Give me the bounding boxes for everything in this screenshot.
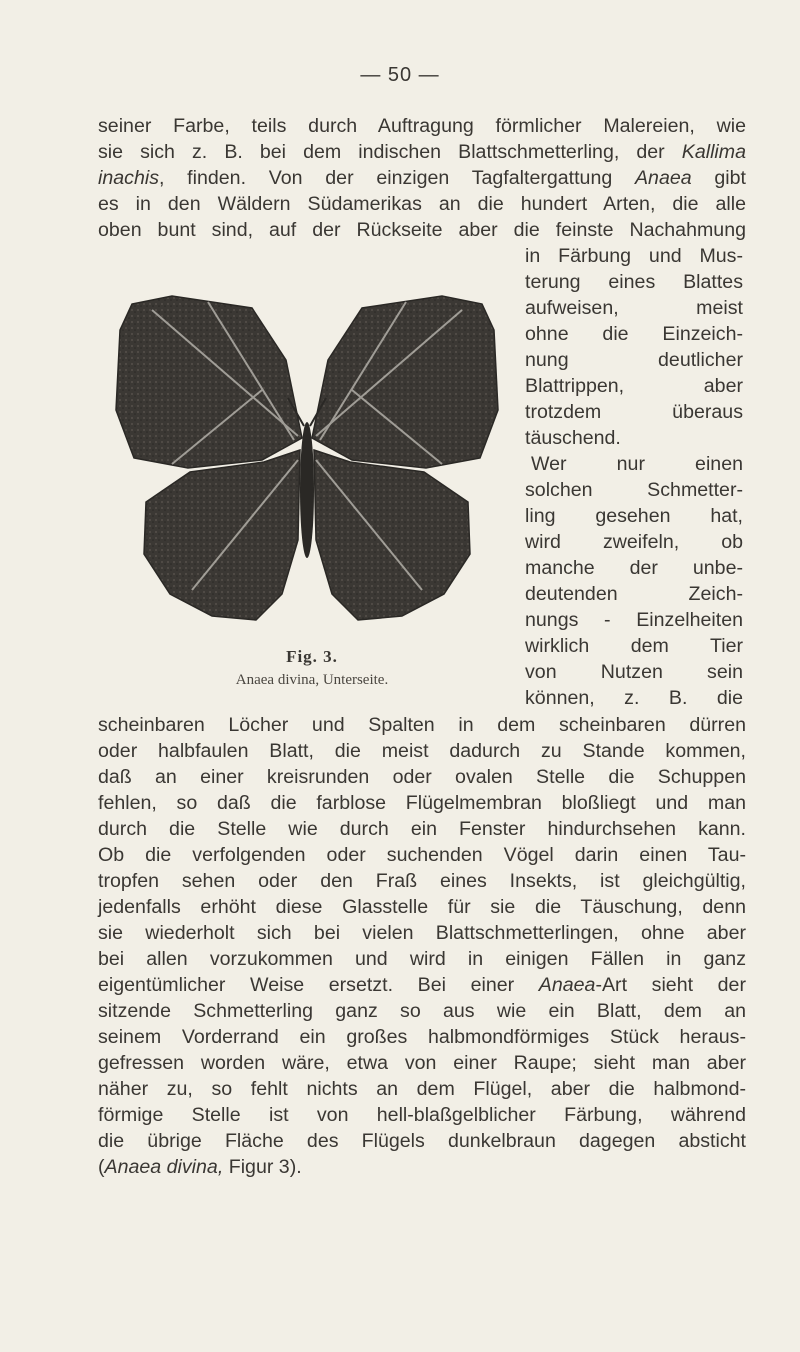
text-line [98,1102,746,1128]
text-line [98,139,746,165]
text-line [98,113,746,139]
text-line [98,1024,746,1050]
text-line [98,217,746,243]
text-line [98,920,746,946]
text-line: aufweisen, meist [525,297,743,319]
right-hindwing [314,450,470,620]
text-line [98,972,746,998]
text-run: es in den Wäldern Südamerikas an die hundert Arten, die alle [98,193,746,215]
text-run: , finden. Von der einzigen Tagfaltergattung [159,167,635,189]
text-run: Anaea divina, [104,1156,224,1178]
figure-butterfly [112,290,502,640]
text-line: trotzdem überaus [525,401,743,423]
text-line [98,712,746,738]
page-number: — 50 — [360,64,440,86]
text-run: näher zu, so fehlt nichts an dem Flügel, aber die halbmond- [98,1078,746,1100]
text-line [98,1050,746,1076]
text-run: fehlen, so daß die farblose Flügelmembran bloßliegt und man [98,792,746,814]
text-line [98,1076,746,1102]
text-run: gefressen worden wäre, etwa von einer Raupe; sieht man aber [98,1052,746,1074]
text-line: von Nutzen sein [525,661,743,683]
text-run: die übrige Fläche des Flügels dunkelbraun dagegen absticht [98,1130,746,1152]
text-run: inachis [98,167,159,189]
text-line: solchen Schmetter- [525,479,743,501]
text-run: seinem Vorderrand ein großes halbmondförmiges Stück heraus- [98,1026,746,1048]
text-line [98,165,746,191]
text-run: daß an einer kreisrunden oder ovalen Stelle die Schuppen [98,766,746,788]
text-run: scheinbaren Löcher und Spalten in dem scheinbaren dürren [98,714,746,736]
butterfly-body [300,422,314,558]
text-line: ohne die Einzeich- [525,323,743,345]
text-line [98,894,746,920]
text-run: Ob die verfolgenden oder suchenden Vögel darin einen Tau- [98,844,746,866]
text-line [98,191,746,217]
text-line: in Färbung und Mus- [525,245,743,267]
text-run: gibt [691,167,746,189]
figure-number: Fig. 3. [286,647,338,666]
text-line [98,842,746,868]
text-line: manche der unbe- [525,557,743,579]
text-line [98,1128,746,1154]
text-line [98,868,746,894]
text-run: jedenfalls erhöht diese Glasstelle für sie die Täuschung, denn [98,896,746,918]
text-line: ling gesehen hat, [525,505,743,527]
text-run: Anaea [538,974,596,996]
text-run: Kallima [681,141,746,163]
butterfly-illustration [112,290,502,640]
text-run: -Art sieht der [595,974,746,996]
text-line: deutenden Zeich- [525,583,743,605]
text-line [98,816,746,842]
text-run: förmige Stelle ist von hell-blaßgelblicher Färbung, während [98,1104,746,1126]
text-line [98,946,746,972]
text-line [98,998,746,1024]
text-line: wirklich dem Tier [525,635,743,657]
text-line: nungs - Einzelheiten [525,609,743,631]
text-line [98,1154,746,1180]
text-line: können, z. B. die [525,687,743,709]
text-line: Wer nur einen [531,453,743,475]
text-line [98,738,746,764]
left-forewing [116,296,302,468]
figure-caption: Anaea divina, Unterseite. [235,672,389,688]
text-run: oder halbfaulen Blatt, die meist dadurch zu Stande kommen, [98,740,746,762]
text-line: Blattrippen, aber [525,375,743,397]
text-run: durch die Stelle wie durch ein Fenster hindurchsehen kann. [98,818,746,840]
text-line: nung deutlicher [525,349,743,371]
text-line [98,764,746,790]
text-run: bei allen vorzukommen und wird in einigen Fällen in ganz [98,948,746,970]
text-line: wird zweifeln, ob [525,531,743,553]
text-line [98,790,746,816]
left-hindwing [144,450,300,620]
text-run: seiner Farbe, teils durch Auftragung förmlicher Malereien, wie [98,115,746,137]
text-run: Figur 3). [223,1156,302,1178]
text-line: täuschend. [525,427,621,449]
text-run: Anaea [634,167,692,189]
text-run: eigentümlicher Weise ersetzt. Bei einer [98,974,539,996]
text-run: sie wiederholt sich bei vielen Blattschmetterlingen, ohne aber [98,922,746,944]
text-run: oben bunt sind, auf der Rückseite aber die feinste Nachahmung [98,219,746,241]
text-run: sitzende Schmetterling ganz so aus wie ein Blatt, dem an [98,1000,746,1022]
text-run: sie sich z. B. bei dem indischen Blattschmetterling, der [98,141,682,163]
text-line: terung eines Blattes [525,271,743,293]
text-run: ( [98,1156,105,1178]
text-run: tropfen sehen oder den Fraß eines Insekts, ist gleichgültig, [98,870,746,892]
right-forewing [312,296,498,468]
